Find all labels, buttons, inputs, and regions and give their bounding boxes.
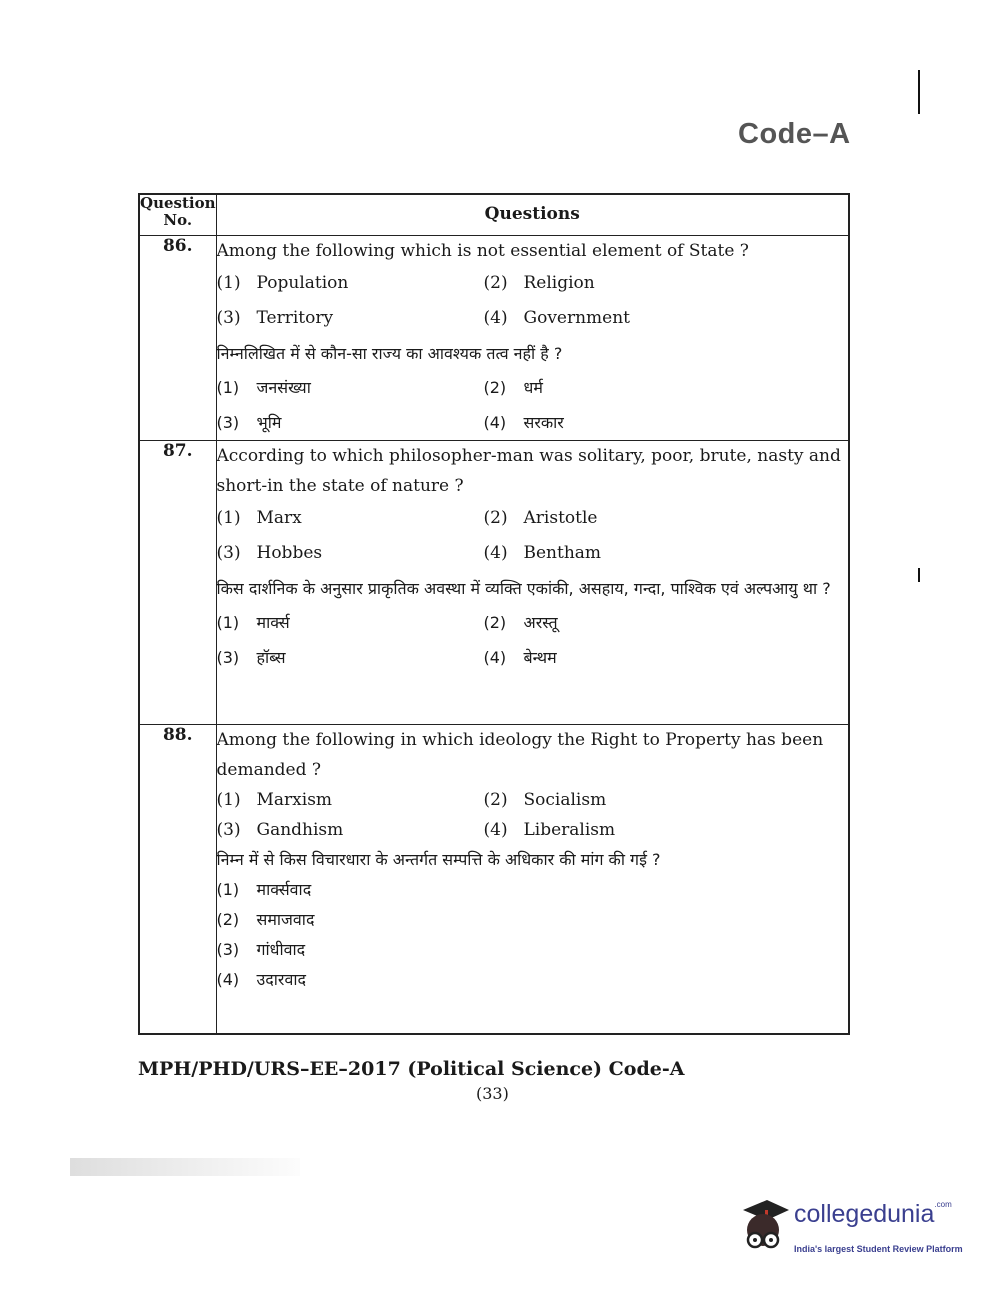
table-header-row xyxy=(139,194,849,236)
question-body xyxy=(216,236,849,441)
collegedunia-logo[interactable] xyxy=(737,1196,967,1266)
option: (3) हॉब्स xyxy=(216,648,286,667)
mascot-icon xyxy=(737,1196,793,1258)
question-text-en: Among the following in which ideology the Right to Property has been demanded ? xyxy=(216,730,824,780)
option: (4) सरकार xyxy=(483,413,564,432)
option: (2) धर्म xyxy=(483,378,543,397)
question-row xyxy=(139,725,849,1034)
question-text-hi: निम्न में से किस विचारधारा के अन्तर्गत सम्पत्ति के अधिकार की मांग की गई ? xyxy=(216,850,661,869)
scan-artifact xyxy=(70,1158,300,1176)
question-number: 88. xyxy=(139,725,216,1034)
option: (4) Liberalism xyxy=(483,820,616,840)
question-number: 87. xyxy=(139,441,216,725)
question-text-hi: किस दार्शनिक के अनुसार प्राकृतिक अवस्था में व्यक्ति एकांकी, असहाय, गन्दा, पाश्विक एवं अल्पआयु था ? xyxy=(216,579,831,598)
option: (1) Marxism xyxy=(216,790,333,810)
option: (4) Government xyxy=(483,308,631,328)
option: (3) Territory xyxy=(216,308,334,328)
option: (2) Religion xyxy=(483,273,595,293)
options-en xyxy=(217,785,849,845)
option: (1) जनसंख्या xyxy=(216,378,311,397)
question-no-header: Question No. xyxy=(139,194,216,236)
option: (3) भूमि xyxy=(216,413,282,432)
option: (1) Population xyxy=(216,273,349,293)
options-hi xyxy=(217,605,849,675)
scan-edge-line xyxy=(918,568,920,582)
logo-wordmark: collegedunia$^{.com}$ xyxy=(794,1200,952,1228)
option: (3) Hobbes xyxy=(216,543,323,563)
option: (3) गांधीवाद xyxy=(216,940,306,959)
question-row xyxy=(139,441,849,725)
question-text-en: Among the following which is not essential element of State ? xyxy=(216,241,749,261)
options-en xyxy=(217,266,849,336)
options-hi xyxy=(217,370,849,440)
option: (1) मार्क्सवाद xyxy=(216,880,312,899)
option: (2) Aristotle xyxy=(483,508,598,528)
question-text-en: According to which philosopher-man was solitary, poor, brute, nasty and short-in the state of nature ? xyxy=(216,446,841,496)
option: (1) मार्क्स xyxy=(216,613,290,632)
page-number: (33) xyxy=(476,1084,509,1103)
questions-header: Questions xyxy=(216,194,849,236)
option: (1) Marx xyxy=(216,508,302,528)
option: (4) उदारवाद xyxy=(216,970,306,989)
option: (2) समाजवाद xyxy=(216,910,315,929)
question-body xyxy=(216,441,849,725)
question-number: 86. xyxy=(139,236,216,441)
options-hi xyxy=(217,875,849,995)
question-text-hi: निम्नलिखित में से कौन-सा राज्य का आवश्यक तत्व नहीं है ? xyxy=(216,344,563,363)
options-en xyxy=(217,501,849,571)
option: (2) Socialism xyxy=(483,790,607,810)
scan-edge-line xyxy=(918,70,920,114)
paper-code: Code–A xyxy=(738,118,851,150)
question-body xyxy=(216,725,849,1034)
option: (4) Bentham xyxy=(483,543,602,563)
question-table xyxy=(138,193,850,1035)
option: (3) Gandhism xyxy=(216,820,344,840)
option: (2) अरस्तू xyxy=(483,613,558,632)
exam-footer: MPH/PHD/URS–EE–2017 (Political Science) Code-A xyxy=(138,1058,685,1080)
option: (4) बेन्थम xyxy=(483,648,557,667)
logo-tagline: India's largest Student Review Platform xyxy=(794,1244,963,1254)
question-row xyxy=(139,236,849,441)
